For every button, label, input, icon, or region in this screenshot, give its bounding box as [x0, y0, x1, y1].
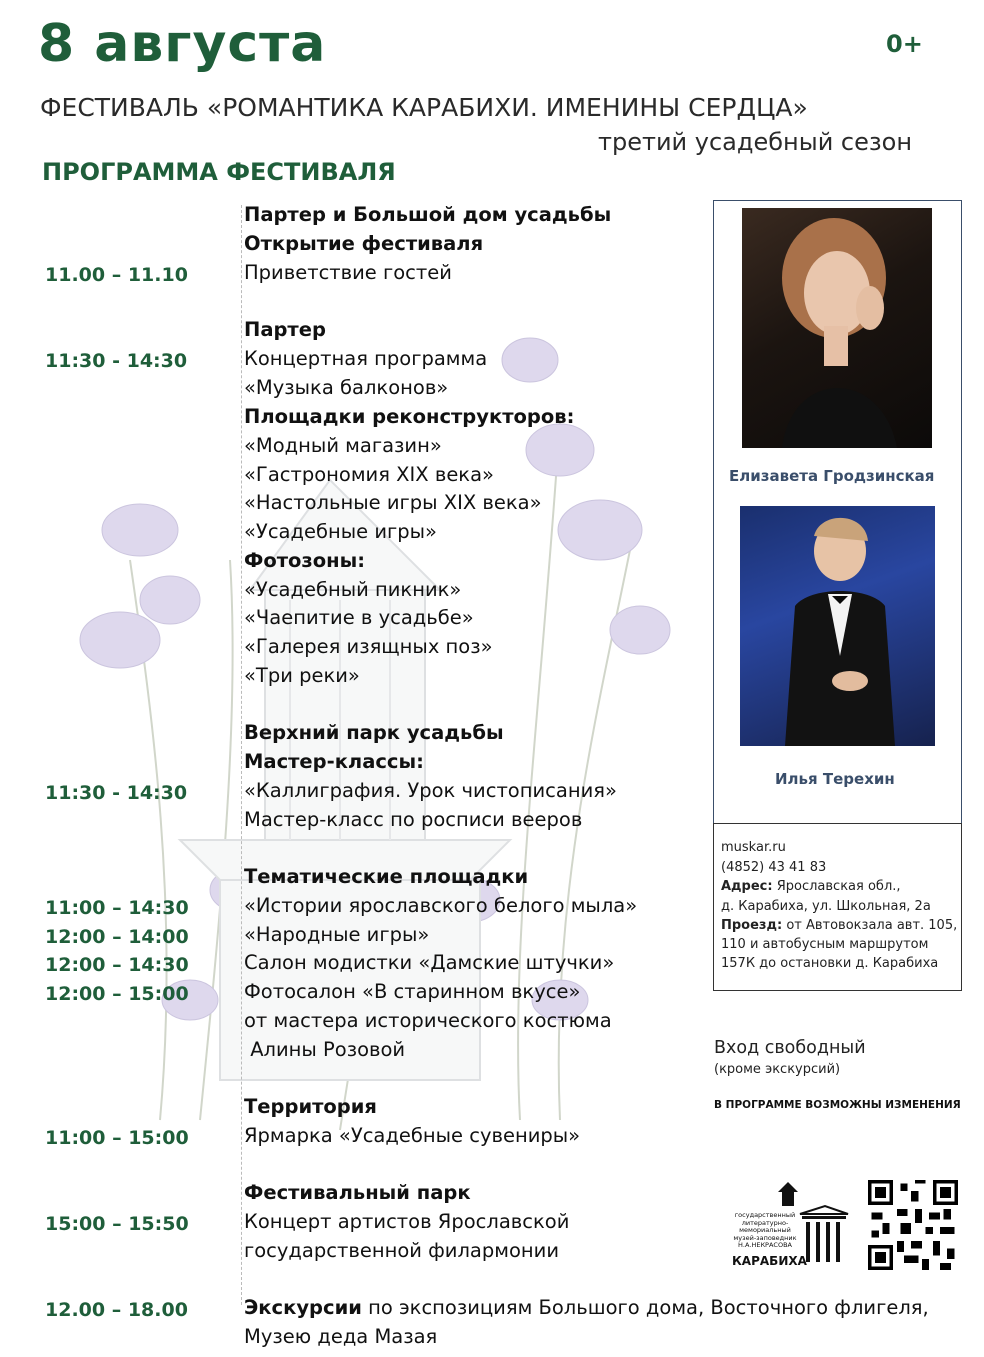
time-slot: 11.00 – 11.10: [45, 264, 188, 286]
festival-title: ФЕСТИВАЛЬ «РОМАНТИКА КАРАБИХИ. ИМЕНИНЫ СЕРДЦА»: [40, 93, 808, 122]
address-line: д. Карабиха, ул. Школьная, 2а: [721, 899, 931, 914]
program-item: Мастер-класс по росписи вееров: [244, 808, 583, 831]
program-item: «Музыка балконов»: [244, 376, 449, 399]
excursions-text: по экспозициям Большого дома, Восточного флигеля,: [361, 1296, 929, 1319]
program-item: Ярмарка «Усадебные сувениры»: [244, 1124, 581, 1147]
program-item: «Настольные игры XIX века»: [244, 491, 542, 514]
route-line: 157К до остановки д. Карабиха: [721, 956, 939, 971]
time-slot: 12:00 – 14:00: [45, 926, 189, 948]
program-item: «Гастрономия XIX века»: [244, 463, 494, 486]
route-text: от Автовокзала авт. 105,: [782, 918, 958, 933]
logo-line: литературно-: [741, 1218, 789, 1227]
section-place: Тематические площадки: [244, 865, 529, 888]
program-item: Салон модистки «Дамские штучки»: [244, 951, 615, 974]
section-place: Фестивальный парк: [244, 1181, 471, 1204]
subsection-heading: Мастер-классы:: [244, 750, 424, 773]
subsection-heading: Площадки реконструкторов:: [244, 405, 575, 428]
program-item: «Три реки»: [244, 664, 360, 687]
logo-line: мемориальный: [739, 1226, 791, 1234]
time-slot: 12.00 – 18.00: [45, 1299, 188, 1321]
program-item: «Каллиграфия. Урок чистописания»: [244, 779, 617, 802]
excursions-line: [244, 1296, 929, 1319]
website-link[interactable]: muskar.ru: [721, 840, 786, 855]
age-rating-badge: 0+: [886, 30, 923, 58]
section-place: Верхний парк усадьбы: [244, 721, 504, 744]
changes-notice: В ПРОГРАММЕ ВОЗМОЖНЫ ИЗМЕНЕНИЯ: [714, 1099, 961, 1111]
artist-name: Илья Терехин: [775, 770, 895, 788]
logo-line: Н.А.НЕКРАСОВА: [737, 1241, 792, 1249]
program-item: «Усадебные игры»: [244, 520, 437, 543]
time-slot: 12:00 – 14:30: [45, 954, 189, 976]
time-slot: 11:30 - 14:30: [45, 782, 188, 804]
program-item: «Галерея изящных поз»: [244, 635, 493, 658]
program-title: ПРОГРАММА ФЕСТИВАЛЯ: [42, 158, 396, 186]
section-place: Территория: [244, 1095, 377, 1118]
time-slot: 11:00 – 14:30: [45, 897, 189, 919]
section-title: Открытие фестиваля: [244, 232, 484, 255]
timeline-divider: [241, 205, 242, 1305]
program-item: Фотосалон «В старинном вкусе»: [244, 980, 581, 1003]
time-slot: 11:00 – 15:00: [45, 1127, 189, 1149]
route-line: [721, 918, 957, 933]
program-item: Концерт артистов Ярославской: [244, 1210, 570, 1233]
museum-logo: [730, 1178, 850, 1268]
logo-line: музей-заповедник: [733, 1233, 797, 1242]
entry-note: (кроме экскурсий): [714, 1062, 841, 1077]
artist-name: Елизавета Гродзинская: [729, 467, 935, 485]
program-item: «Усадебный пикник»: [244, 578, 462, 601]
artist-photo: [742, 208, 932, 448]
portrait-woman-image: [742, 208, 932, 448]
excursions-label: Экскурсии: [244, 1296, 362, 1319]
address-label: Адрес:: [721, 879, 773, 894]
section-place: Партер: [244, 318, 326, 341]
route-line: 110 и автобусным маршрутом: [721, 937, 929, 952]
entry-free-text: Вход свободный: [714, 1038, 866, 1058]
section-place: Партер и Большой дом усадьбы: [244, 203, 612, 226]
time-slot: 11:30 - 14:30: [45, 350, 188, 372]
artist-photo: [740, 506, 935, 746]
logo-line: государственный: [734, 1211, 796, 1219]
address-line: [721, 879, 901, 894]
time-slot: 15:00 – 15:50: [45, 1213, 189, 1235]
time-slot: 12:00 – 15:00: [45, 983, 189, 1005]
logo-name: КАРАБИХА: [732, 1254, 807, 1268]
program-item: «Народные игры»: [244, 923, 430, 946]
program-item: от мастера исторического костюма: [244, 1009, 612, 1032]
address-text: Ярославская обл.,: [772, 879, 901, 894]
portrait-man-image: [740, 506, 935, 746]
qr-code-icon[interactable]: [868, 1180, 958, 1270]
program-item: «Чаепитие в усадьбе»: [244, 606, 474, 629]
route-label: Проезд:: [721, 918, 783, 933]
program-item: государственной филармонии: [244, 1239, 559, 1262]
event-date: 8 августа: [38, 14, 327, 74]
subsection-heading: Фотозоны:: [244, 549, 366, 572]
program-item: Приветствие гостей: [244, 261, 452, 284]
phone-number: (4852) 43 41 83: [721, 860, 827, 875]
program-item: Концертная программа: [244, 347, 488, 370]
program-item: «Модный магазин»: [244, 434, 442, 457]
program-item: Алины Розовой: [244, 1038, 406, 1061]
program-item: Музею деда Мазая: [244, 1325, 438, 1348]
logo-caption: [730, 1212, 800, 1250]
season-subtitle: третий усадебный сезон: [598, 128, 913, 156]
program-item: «Истории ярославского белого мыла»: [244, 894, 638, 917]
